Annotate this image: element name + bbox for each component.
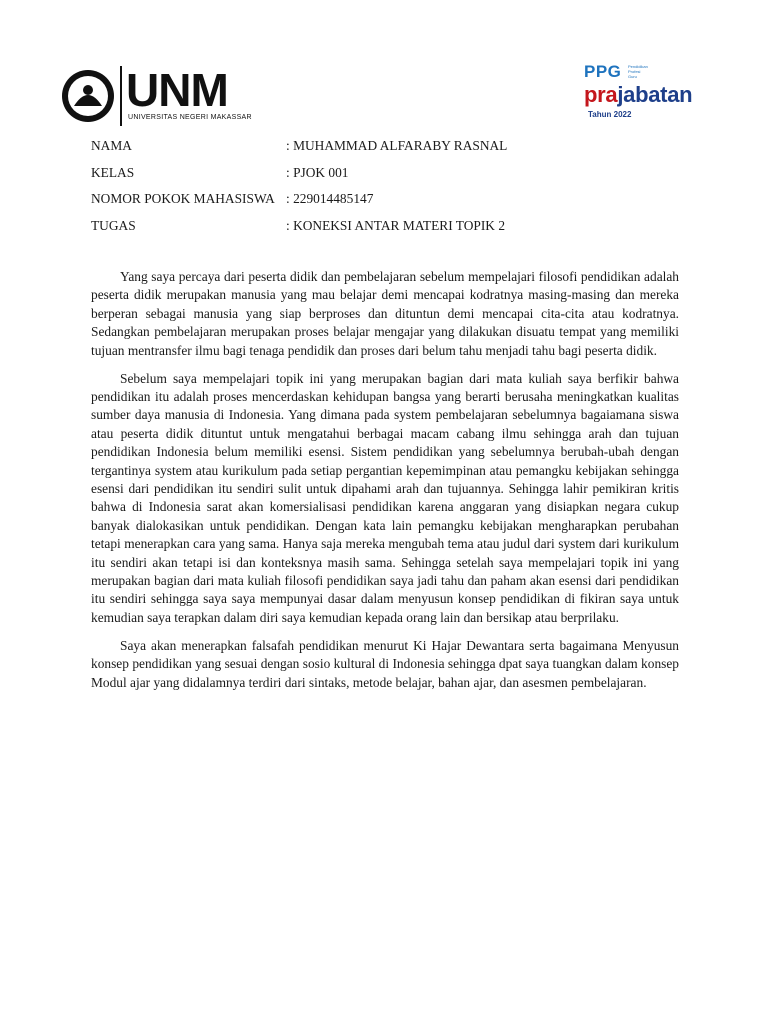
ppg-wordmark: PPG <box>584 62 622 81</box>
info-value: : KONEKSI ANTAR MATERI TOPIK 2 <box>286 217 506 233</box>
prajabatan-part-a: pra <box>584 82 618 107</box>
logo-divider <box>120 66 122 126</box>
info-value: : MUHAMMAD ALFARABY RASNAL <box>286 138 508 153</box>
info-value: : 229014485147 <box>286 191 374 206</box>
info-label: TUGAS <box>91 217 136 233</box>
info-label: KELAS <box>91 164 135 180</box>
info-label: NOMOR POKOK MAHASISWA <box>91 191 275 206</box>
unm-logo <box>60 66 260 128</box>
unm-wordmark: UNM <box>126 64 228 116</box>
info-label: NAMA <box>91 138 132 153</box>
prajabatan-part-b: jabatan <box>617 82 693 107</box>
info-value: : PJOK 001 <box>286 164 349 180</box>
ppg-prajabatan-logo <box>584 62 714 126</box>
paragraph: Saya akan menerapkan falsafah pendidikan menurut Ki Hajar Dewantara serta bagaimana Menyusun konsep pendidikan yang sesuai dengan sosio kultural di Indonesia sehingga dpat saya tuangkan dalam konsep Modul ajar yang didalamnya terdiri dari sintaks, metode belajar, bahan ajar, dan asesmen pembelajaran. <box>91 637 679 690</box>
paragraph: Yang saya percaya dari peserta didik dan pembelajaran sebelum mempelajari filosofi pendidikan adalah peserta didik merupakan manusia yang mau belajar demi mencapai kodratnya masing-masing dan mereka berperan sebagai manusia yang siap berproses dan dituntun demi mencapai cita-cita atau kodratnya. Sedangkan pembelajaran merupakan proses belajar mengajar yang dilakukan disuatu tempat yang memiliki tujuan mentransfer ilmu bagi tenaga pendidik dan proses dari belum tahu menjadi tahu bagi peserta didik. <box>91 269 679 358</box>
unm-seal-icon <box>60 68 116 124</box>
ppg-year: Tahun 2022 <box>588 110 632 119</box>
document-body <box>91 268 679 701</box>
unm-subtitle: UNIVERSITAS NEGERI MAKASSAR <box>128 114 252 121</box>
prajabatan-wordmark <box>584 82 692 108</box>
ppg-note: Pendidikan Profesi Guru <box>628 64 648 79</box>
paragraph: Sebelum saya mempelajari topik ini yang merupakan bagian dari mata kuliah saya berfikir bahwa pendidikan itu adalah proses mencerdaskan kehidupan bangsa yang berarti berusaha meningkatkan kualitas sumber daya manusia di Indonesia. Yang dimana pada system pembelajaran sebelumnya bagaiamana siswa atau peserta didik dituntut untuk mengatahui berbagai macam cabang ilmu sehingga arah dan tujuan pendidikan Indonesia belum memiliki esensi. Sistem pendidikan yang sebelumnya berubah-ubah dengan tergantinya system atau kurikulum pada setiap pergantian kepemimpinan atau pemangku kebijakan sehingga esensi dari pendidikan itu sendiri sulit untuk dipahami arah dan tujuannya. Sehingga lahir pemikiran kritis bahwa di Indonesia sarat akan komersialisasi pendidikan karena anggaran yang disiapkan negara cukup banyak dialokasikan untuk pendidikan. Dengan kata lain pemangku kebijakan mengharapkan perubahan tetapi menerapkan cara yang sama. Hanya saja mereka mengubah tema atau judul dari system dari kurikulum itu sendiri akan tetapi isi dan konteksnya masih sama. Sehingga setelah saya mempelajari topik ini yang merupakan bagian dari mata kuliah filosofi pendidikan saya jadi tahu dan paham akan esensi dari pendidikan itu sendiri sehingga saya saya mempunyai dasar dalam menyusun konsep pendidikan di fikiran saya untuk kemudian saya terapkan dalam diri saya kemudian kepada orang lain dan bersikap atau berprilaku. <box>91 370 679 625</box>
